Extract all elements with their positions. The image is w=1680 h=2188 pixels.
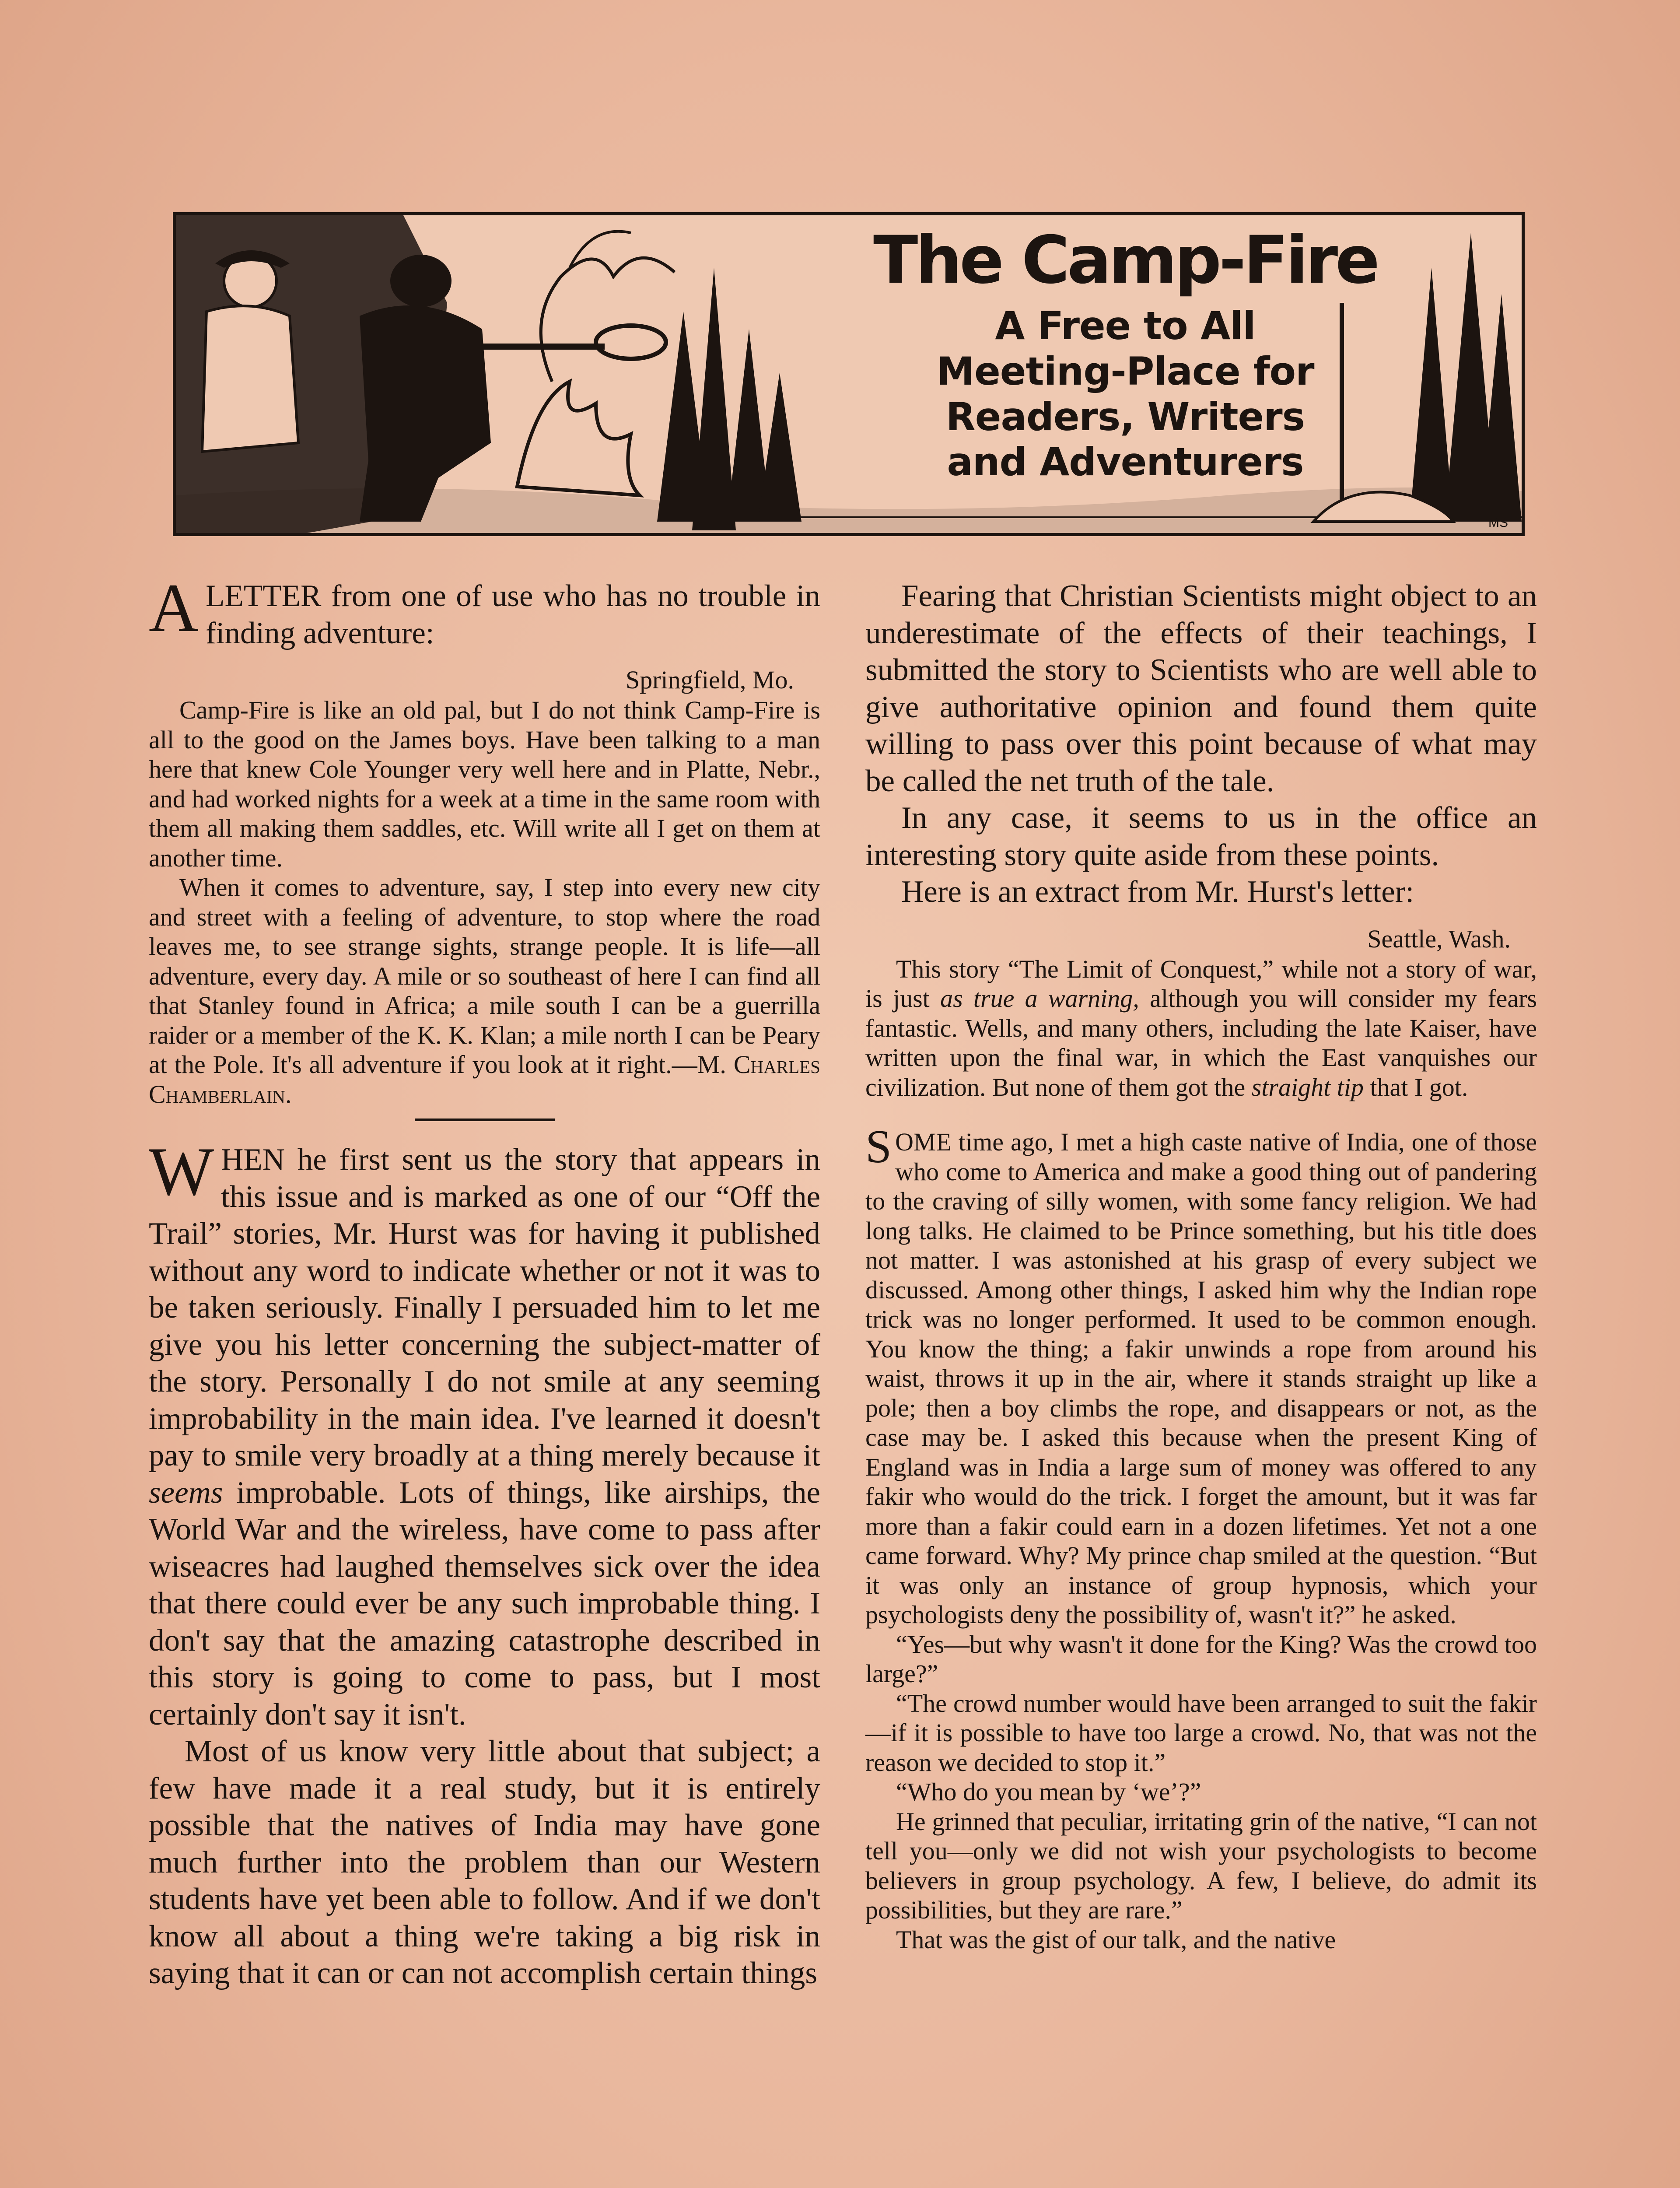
header-subtitle-line-2: Meeting-Place for xyxy=(936,348,1314,394)
letter2-text-a: This story “The Limit of Conquest,” while not a story of war, is just xyxy=(865,954,1537,1013)
letter1-dateline: Springfield, Mo. xyxy=(625,666,794,694)
editor-paragraph-1 xyxy=(149,1133,821,1733)
letter2-text-c: that I got. xyxy=(1370,1073,1468,1101)
letter1-paragraph-1: Camp-Fire is like an old pal, but I do not think Camp-Fire is all to the good on the James boys. Have been talking to a man here that knew Cole Younger very well here and in Platte, Nebr., and had worked nights for a week at a time in the same room with them all making them saddles, etc. Will write all I get on them at another time. xyxy=(149,696,820,872)
story-paragraph-1-text: OME time ago, I met a high caste native of India, one of those who come to America and make a good thing out of pandering to the craving of silly women, with some fancy religion. We had long talks. He claimed to be Prince something, but his title does not matter. I was astonished at his grasp of every subject we discussed. Among other things, I asked him why the Indian rope trick was no longer performed. It used to be common enough. You know the thing; a fakir unwinds a rope from around his waist, throws it up in the air, where it stands straight up like a pole; then a boy climbs the rope, and disappears or not, as the case may be. I asked this because when the present King of England was in India a large sum of money was offered to any fakir who would do the trick. I forget the amount, but it was far more than a fakir could earn in a dozen lifetimes. Yet not a one came forward. Why? My prince chap smiled at the question. “But it was only an instance of group hypnosis, which your psychologists deny the possibility of, wasn't it?” he asked. xyxy=(865,1128,1537,1629)
header-subtitle-line-4: and Adventurers xyxy=(947,439,1304,485)
letter2-dateline: Seattle, Wash. xyxy=(1367,924,1511,953)
right-column xyxy=(865,578,1537,1954)
editor-paragraph-3: Fearing that Christian Scientists might object to an underestimate of the effects of their teachings, I submitted the story to Scientists who are well able to give authoritative opinion and found them quite willing to pass over this point because of what may be called the net truth of the tale. xyxy=(865,579,1537,798)
editor-paragraph-1-a: HEN he first sent us the story that appears in this issue and is marked as one of our “Off the Trail” stories, Mr. Hurst was for having it published without any word to indicate whether or not it was to be taken seriously. Finally I persuaded him to let me give you his letter concerning the subject-matter of the story. Personally I do not smile at any seeming improbability in the main idea. I've learned it doesn't pay to smile very broadly at a thing merely because it xyxy=(149,1143,820,1473)
story-paragraph-4: “Who do you mean by ‘we’?” xyxy=(896,1778,1201,1806)
letter2-text-b: although you will consider my fears fantastic. Wells, and many others, including the late Kaiser, have written upon the final war, in which the East vanquishes our civilization. But none of them got the xyxy=(865,984,1537,1101)
editor-paragraph-5: Here is an extract from Mr. Hurst's letter: xyxy=(901,875,1414,909)
editor-dropcap: W xyxy=(149,1133,214,1210)
intro-paragraph xyxy=(149,570,820,652)
letter2-emphasis-1: as true a warning, xyxy=(940,984,1139,1013)
story-dropcap: S xyxy=(865,1121,892,1173)
header-subtitle-line-3: Readers, Writers xyxy=(946,394,1305,439)
section-divider xyxy=(415,1119,555,1121)
story-paragraph-3: “The crowd number would have been arranged to suit the fakir—if it is possible to have too large a crowd. No, that was not the reason we decided to stop it.” xyxy=(865,1689,1537,1777)
artist-mark: MS xyxy=(1488,515,1508,530)
editor-paragraph-1-emphasis: seems xyxy=(149,1475,223,1510)
story-paragraph-1 xyxy=(865,1121,1537,1630)
story-paragraph-2: “Yes—but why wasn't it done for the King? Was the crowd too large?” xyxy=(865,1630,1537,1688)
intro-text: LETTER from one of use who has no trouble in finding adventure: xyxy=(206,579,820,650)
letter1-paragraph-2-text: When it comes to adventure, say, I step into every new city and street with a feeling of adventure, to stop where the road leaves me, to see strange sights, strange people. It is life—all adventure, every day. A mile or so southeast of here I can find all that Stanley found in Africa; a mile south I can be a guerrilla raider or a member of the K. K. Klan; a mile north I can be Peary at the Pole. It's all adventure if you look at it right.— xyxy=(149,873,820,1079)
header-text xyxy=(775,218,1475,485)
letter2-paragraph xyxy=(865,954,1537,1102)
editor-paragraph-1-b: improbable. Lots of things, like airships, the World War and the wireless, have come to pass after wiseacres had laughed themselves sick over the idea that there could ever be any such improbable thing. I don't say that the amazing catastrophe described in this story is going to come to pass, but I most certainly don't say it isn't. xyxy=(149,1475,821,1732)
story-paragraph-5: He grinned that peculiar, irritating grin of the native, “I can not tell you—only we did not wish your psychologists to become believers in group psychology. A few, I believe, do admit its possibilities, but they are rare.” xyxy=(865,1807,1537,1924)
intro-dropcap: A xyxy=(149,570,199,646)
letter1-signature: M. Charles Chamberlain. xyxy=(149,1050,820,1108)
letter2-emphasis-2: straight tip xyxy=(1251,1073,1364,1101)
camp-fire-header xyxy=(173,212,1525,536)
story-paragraph-6: That was the gist of our talk, and the native xyxy=(896,1925,1336,1954)
editor-paragraph-4: In any case, it seems to us in the office an interesting story quite aside from these points. xyxy=(865,801,1537,872)
editor-paragraph-2: Most of us know very little about that subject; a few have made it a real study, but it is entirely possible that the natives of India may have gone much further into the problem than our Western students have yet been able to follow. And if we don't know all about a thing we're taking a big risk in saying that it can or can not accomplish certain things xyxy=(149,1734,820,1990)
header-title: The Camp-Fire xyxy=(873,222,1377,298)
letter1-paragraph-2 xyxy=(149,873,820,1109)
left-column xyxy=(149,570,821,1992)
header-subtitle-line-1: A Free to All xyxy=(995,303,1256,348)
